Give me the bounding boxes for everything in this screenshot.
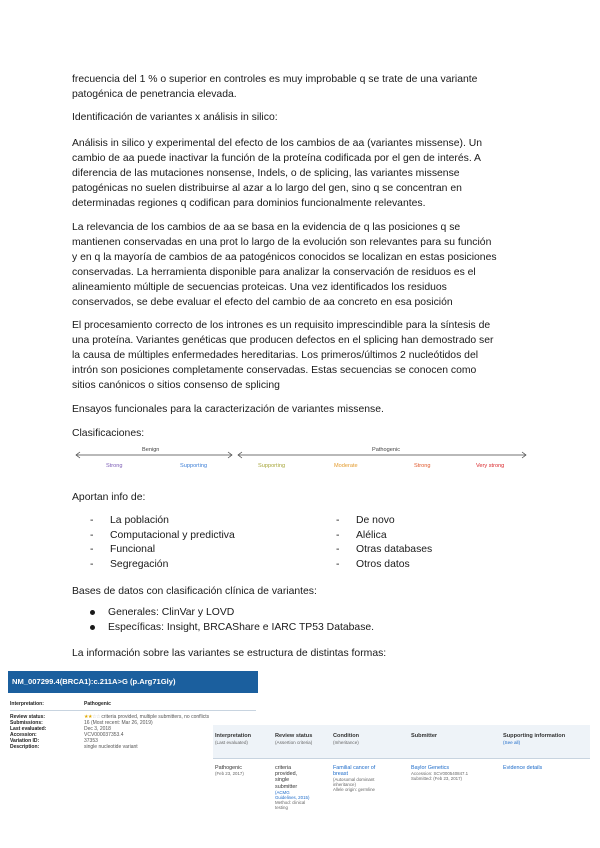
summary-row-review-status: Review status: ★★☆☆ criteria provided, multiple submitters, no conflicts [10, 714, 210, 720]
list-item: - Funcional [90, 544, 156, 555]
column-header: Interpretation (Last evaluated) [215, 733, 252, 745]
text-line: Bases de datos con clasificación clínica de variantes: [72, 586, 317, 597]
summary-row-interpretation: Interpretation: Pathogenic [10, 701, 256, 711]
text-line: y en q la mayoría de cambios de aa patogénicos conocidos se localizan en estas posiciones [72, 252, 497, 263]
cell-supporting-info [503, 765, 542, 771]
pathogenic-label: Pathogenic [372, 447, 400, 453]
evidence-scale [72, 447, 532, 480]
column-header: Submitter [411, 733, 438, 739]
list-item: - Computacional y predictiva [90, 529, 235, 541]
column-header: Condition (Inheritance) [333, 733, 360, 745]
scale-pathogenic-strong: Strong [414, 463, 431, 469]
paragraph-in-silico-analysis [72, 136, 527, 211]
review-stars-icon: ★★☆☆ [84, 714, 100, 720]
scale-benign-supporting: Supporting [180, 463, 208, 469]
paragraph-conservation [72, 220, 527, 310]
scale-pathogenic-supporting: Supporting [258, 463, 286, 469]
see-all-link[interactable]: (See all) [503, 740, 521, 745]
summary-row-variation-id: Variation ID: 37353 [10, 738, 98, 744]
text-line: Identificación de variantes x análisis in silico: [72, 112, 278, 123]
summary-row-accession: Accession: VCV000037353.4 [10, 732, 124, 738]
cell-interpretation: Pathogenic (Feb 23, 2017) [215, 765, 244, 777]
text-line: una proteína. Variantes genéticas que producen defectos en el splicing han demostrado ser [72, 335, 494, 346]
list-item: - Segregación [90, 558, 169, 570]
bullet-icon [90, 625, 95, 630]
text-line: alineamiento múltiple de secuencias proteicas. Una vez identificados los residuos [72, 282, 447, 293]
text-line: patogénica de penetrancia elevada. [72, 89, 237, 100]
heading-info-sources [72, 490, 527, 505]
text-line: El procesamiento correcto de los intrones es un requisito imprescindible para la síntesis de [72, 320, 491, 331]
submitter-link[interactable]: Baylor Genetics [411, 765, 450, 771]
text-line: conservados, se debe evaluar el efecto del cambio de aa concreto en esa posición [72, 297, 453, 308]
list-item: - Alélica [336, 529, 387, 541]
text-line: Clasificaciones: [72, 428, 145, 439]
text-line: intrón son posiciones completamente conservadas. Estas secuencias se conocen como [72, 365, 477, 376]
text-line: La información sobre las variantes se estructura de distintas formas: [72, 648, 387, 659]
paragraph-population-frequency [72, 72, 527, 102]
text-line: Análisis in silico y experimental del efecto de los cambios de aa (variantes missense). Un [72, 138, 483, 149]
heading-classifications [72, 426, 527, 441]
text-line: determinadas regiones q codifican para dominios funcionalmente relevantes. [72, 198, 426, 209]
summary-row-last-evaluated: Last evaluated: Dec 3, 2018 [10, 726, 111, 732]
cell-condition: Familial cancer of breast (Autosomal dominant inheritance) Allele origin: germline [333, 765, 376, 793]
text-line: Aportan info de: [72, 492, 146, 503]
heading-in-silico [72, 110, 527, 125]
text-line: diferencia de las mutaciones nonsense, Indels, o de splicing, las variantes missense [72, 168, 460, 179]
evidence-details-link[interactable]: Evidence details [503, 765, 543, 771]
heading-databases [72, 584, 527, 599]
scale-pathogenic-moderate: Moderate [334, 463, 358, 469]
acmg-guidelines-link[interactable]: (ACMG [275, 789, 290, 795]
text-line: cambio de aa puede inactivar la función de la proteína codificada por el gen de interés. A [72, 153, 481, 164]
condition-link[interactable]: breast [333, 771, 348, 778]
scale-arrows [72, 450, 532, 480]
list-item: Generales: ClinVar y LOVD [90, 605, 374, 620]
heading-variant-structure [72, 646, 527, 661]
text-line: conservadas. La herramienta disponible para analizar la conservación de residuos es el [72, 267, 476, 278]
paragraph-splicing [72, 318, 527, 393]
summary-row-submissions: Submissions: 16 (Most recent: Mar 26, 2019) [10, 720, 153, 726]
scale-pathogenic-very-strong: Very strong [476, 463, 505, 469]
cell-submitter: Baylor Genetics Accession: SCV000540847.1 Submitted: (Feb 23, 2017) [411, 765, 469, 782]
text-line: patogénicas no suelen distribuirse al azar a lo largo del gen, sino q se concentran en [72, 183, 462, 194]
info-sources-right [336, 514, 432, 572]
text-line: La relevancia de los cambios de aa se basa en la evidencia de q las posiciones q se [72, 222, 461, 233]
variant-title: NM_007299.4(BRCA1):c.211A>G (p.Arg71Gly) [8, 671, 258, 693]
cell-review-status: criteria provided, single submitter (ACMG Guidelines, 2015) Method: clinical testing [275, 765, 310, 810]
scale-benign-strong: Strong [106, 463, 123, 469]
summary-row-description: Description: single nucleotide variant [10, 744, 138, 750]
list-item: Específicas: Insight, BRCAShare e IARC TP53 Database. [90, 620, 374, 635]
column-header: Review status (Assertion criteria) [275, 733, 313, 745]
acmg-guidelines-link[interactable]: Guidelines, 2015) [275, 794, 310, 800]
text-line: la causa de múltiples enfermedades hereditarias. Los primeros/últimos 2 nucleótidos del [72, 350, 479, 361]
text-line: Ensayos funcionales para la caracterización de variantes missense. [72, 404, 384, 415]
clinvar-record [8, 671, 590, 843]
text-line: sitios canónicos o sitios consenso de splicing [72, 380, 280, 391]
condition-link[interactable]: Familial cancer of [333, 765, 376, 771]
list-item: - La población [90, 515, 169, 526]
text-line: frecuencia del 1 % o superior en controles es muy improbable q se trate de una variante [72, 74, 478, 85]
benign-label: Benign [142, 447, 160, 453]
paragraph-functional-assays [72, 402, 527, 417]
list-item: - Otras databases [336, 544, 433, 555]
column-header[interactable]: Supporting information (See all) [503, 733, 566, 745]
list-item: - De novo [336, 515, 395, 526]
bullet-icon [90, 610, 95, 615]
text-line: mantienen conservadas en una prot lo largo de la evolución son relevantes para su función [72, 237, 492, 248]
info-sources-left [90, 514, 235, 572]
database-list [90, 605, 374, 635]
list-item: - Otros datos [336, 558, 410, 570]
